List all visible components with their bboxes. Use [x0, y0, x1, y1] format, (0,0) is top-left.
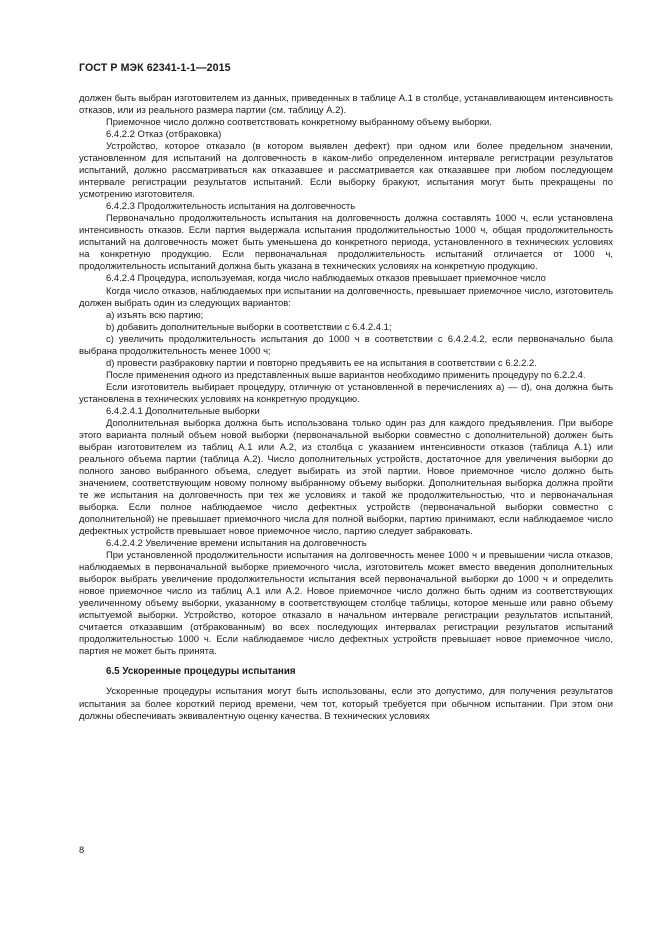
document-header: ГОСТ Р МЭК 62341-1-1—2015 — [79, 62, 231, 74]
subsection-heading: 6.4.2.2 Отказ (отбраковка) — [106, 129, 222, 141]
paragraph: Ускоренные процедуры испытания могут быть использованы, если это допустимо, для получения результатов испытания за более короткий период времени, чем тот, который требуется при обычном испытании. При этом они должны обеспечивать эквивалентную оценку качества. В технических условиях — [79, 686, 613, 722]
subsection-heading: 6.4.2.4.2 Увеличение времени испытания на долговечность — [106, 538, 367, 550]
subsection-heading: 6.4.2.4 Процедура, используемая, когда число наблюдаемых отказов превышает приемочное число — [106, 273, 546, 285]
paragraph: Приемочное число должно соответствовать конкретному выбранному объему выборки. — [106, 117, 492, 129]
page-number: 8 — [79, 845, 85, 856]
section-heading: 6.5 Ускоренные процедуры испытания — [106, 666, 296, 678]
paragraph: При установленной продолжительности испытания на долговечность менее 1000 ч и превышении числа отказов, наблюдаемых в первоначальной выборке приемочного числа, изготовитель может вместо введения дополнительных выборок выбрать увеличение продолжительности испытания всей первоначальной выборки до 1000 ч и определить новое приемочное число из таблиц А.1 или А.2. Новое приемочное число должно быть одним из соответствующих увеличенному объему выборки, указанному в соответствующем столбце таблицы, которое меньше или равно объему испытуемой выборки. Устройство, которое отказало в начальном интервале регистрации результатов испытаний, считается отказавшим (отбракованным) во всех последующих интервалах регистрации результатов испытаний продолжительностью 1000 ч. Если наблюдаемое число дефектных устройств превышает новое приемочное число, партия не может быть принята. — [79, 550, 613, 658]
list-item: а) изъять всю партию; — [106, 309, 204, 321]
paragraph: Если изготовитель выбирает процедуру, отличную от установленной в перечислениях а) — d), она должна быть установлена в технических условиях на конкретную продукцию. — [79, 381, 613, 405]
paragraph: После применения одного из представленных выше вариантов необходимо применить процедуру по 6.2.2.4. — [106, 369, 586, 381]
paragraph: Дополнительная выборка должна быть использована только один раз для каждого предъявления. При выборе этого варианта полный объем новой выборки (первоначальной выборки совместно с дополнительной) должен быть выбран изготовителем из таблиц А.1 или А.2, из столбца с указанием интенсивности отказов (таблица А.1) или реального объема партии (таблица А.2). Число дополнительных устройств, достаточное для увеличения выборки до полного заново выбранного объема, следует выбирать из этой партии. Новое приемочное число должно быть значением, соответствующим новому полному выбранному объему выборки. Дополнительная выборка должна пройти те же испытания на долговечность при тех же условиях и такой же продолжительностью, что и первоначальная выборка. Если полное наблюдаемое число дефектных устройств (первоначальной выборки совместно с дополнительной) не превышает приемочного числа для полной выборки, партию принимают, если наблюдаемое число дефектных устройств превышает новое приемочное число, партию следует забраковать. — [79, 417, 613, 538]
document-body — [79, 93, 613, 723]
paragraph-continuation: должен быть выбран изготовителем из данных, приведенных в таблице А.1 в столбце, устанавливающем интенсивность отказов, или из реального размера партии (см. таблицу А.2). — [79, 93, 613, 117]
paragraph: Первоначально продолжительность испытания на долговечность должна составлять 1000 ч, если установлена интенсивность отказов. Если партия выдержала испытания продолжительностью 1000 ч, общая продолжительность испытаний на долговечность может быть уменьшена до конкретного периода, установленного в технических условиях на конкретную продукцию. Если первоначальная продолжительность испытаний отличается от 1000 ч, продолжительность испытаний должна быть указана в технических условиях на конкретную продукцию. — [79, 213, 613, 273]
subsection-heading: 6.4.2.3 Продолжительность испытания на долговечность — [106, 201, 356, 213]
subsection-heading: 6.4.2.4.1 Дополнительные выборки — [106, 405, 260, 417]
list-item: b) добавить дополнительные выборки в соответствии с 6.4.2.4.1; — [106, 321, 392, 333]
paragraph: Устройство, которое отказало (в котором выявлен дефект) при одном или более предельном значении, установленном для испытаний на долговечность в каком-либо определенном интервале регистрации результатов испытаний, должно рассматриваться как отказавшее и рассматривается как отказавшее при любом последующем интервале регистрации результатов испытаний. Если выборку бракуют, испытания могут быть прекращены по усмотрению изготовителя. — [79, 141, 613, 201]
list-item: d) провести разбраковку партии и повторно предъявить ее на испытания в соответствии с 6.2.2.2. — [106, 357, 537, 369]
paragraph: Когда число отказов, наблюдаемых при испытании на долговечность, превышает приемочное число, изготовитель должен выбрать один из следующих вариантов: — [79, 285, 613, 309]
list-item: с) увеличить продолжительность испытания до 1000 ч в соответствии с 6.4.2.4.2, если первоначально была выбрана продолжительность менее 1000 ч; — [79, 333, 613, 357]
